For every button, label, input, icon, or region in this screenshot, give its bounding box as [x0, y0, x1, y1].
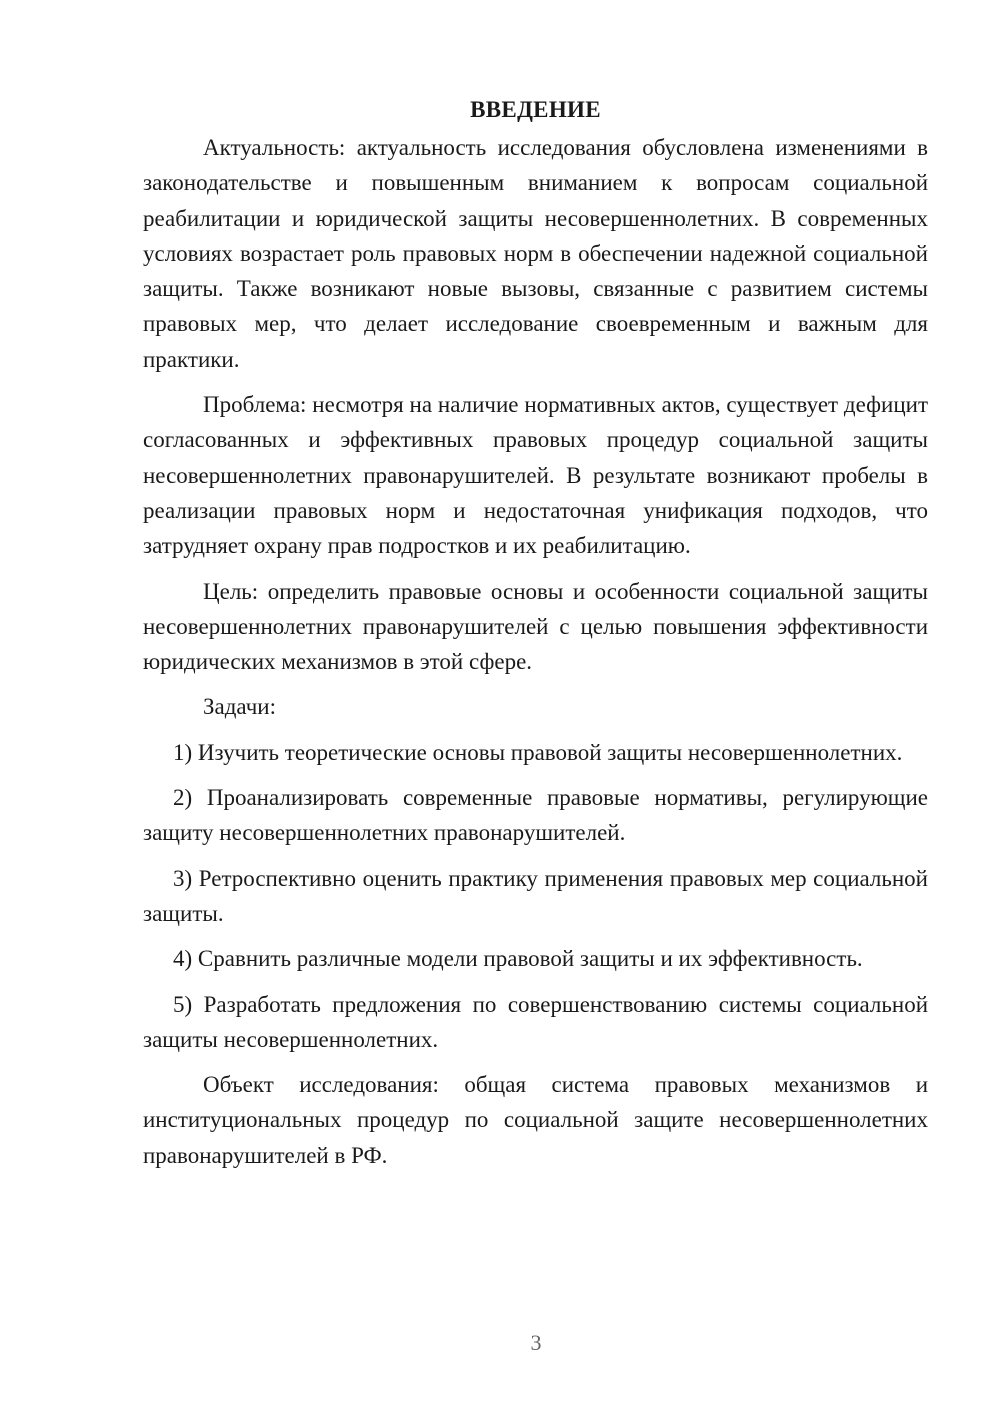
page-number: 3	[530, 1330, 542, 1355]
task-item-3: 3) Ретроспективно оценить практику применения правовых мер социальной защиты.	[143, 865, 928, 926]
task-item-4: 4) Сравнить различные модели правовой защиты и их эффективность.	[173, 946, 863, 972]
paragraph-object: Объект исследования: общая система правовых механизмов и институциональных процедур по социальной защите несовершеннолетних правонарушителей в РФ.	[143, 1072, 928, 1168]
tasks-label: Задачи:	[203, 694, 276, 720]
paragraph-relevance: Актуальность: актуальность исследования обусловлена изменениями в законодательстве и повышенным вниманием к вопросам социальной реабилитации и юридической защиты несовершеннолетних. В современных условиях возрастает роль правовых норм в обеспечении надежной социальной защиты. Также возникают новые вызовы, связанные с развитием системы правовых мер, что делает исследование своевременным и важным для практики.	[143, 135, 928, 372]
section-heading: ВВЕДЕНИЕ	[470, 97, 601, 122]
task-item-1: 1) Изучить теоретические основы правовой защиты несовершеннолетних.	[173, 739, 903, 765]
task-item-5: 5) Разработать предложения по совершенствованию системы социальной защиты несовершеннолетних.	[143, 991, 928, 1052]
paragraph-goal: Цель: определить правовые основы и особенности социальной защиты несовершеннолетних правонарушителей с целью повышения эффективности юридических механизмов в этой сфере.	[143, 578, 928, 675]
paragraph-problem: Проблема: несмотря на наличие нормативных актов, существует дефицит согласованных и эффективных правовых процедур социальной защиты несовершеннолетних правонарушителей. В результате возникают пробелы в реализации правовых норм и недостаточная унификация подходов, что затрудняет охрану прав подростков и их реабилитацию.	[143, 392, 928, 559]
task-item-2: 2) Проанализировать современные правовые нормативы, регулирующие защиту несовершеннолетних правонарушителей.	[143, 785, 928, 846]
page-content	[143, 92, 928, 1183]
